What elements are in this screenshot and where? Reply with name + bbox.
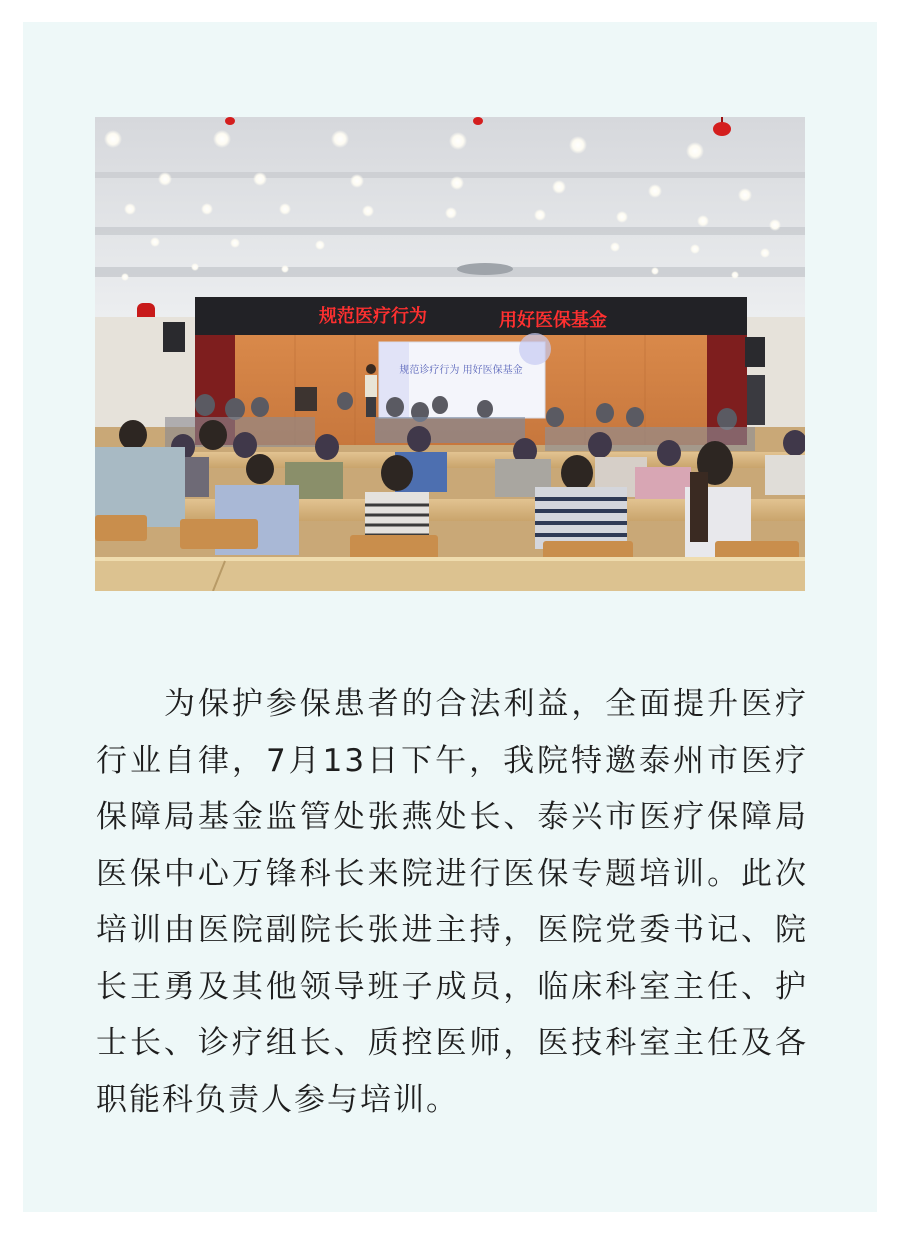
- meeting-photo: [95, 117, 805, 591]
- podium: [295, 387, 317, 411]
- screen-title: 规范诊疗行为 用好医保基金: [399, 365, 523, 376]
- led-banner-left: 规范医疗行为: [319, 306, 427, 327]
- speaker-left: [163, 322, 185, 352]
- speaker-right: [745, 337, 765, 367]
- meeting-photo-illustration: [95, 117, 805, 591]
- led-banner-right: 用好医保基金: [499, 310, 607, 331]
- front-desk: [95, 557, 805, 591]
- content-card: [23, 22, 877, 1212]
- led-banner: [195, 297, 747, 335]
- article-paragraph: 为保护参保患者的合法利益，全面提升医疗行业自律，7月13日下午，我院特邀泰州市医疗保障局基金监管处张燕处长、泰兴市医疗保障局医保中心万锋科长来院进行医保专题培训。此次培训由医院副院长张进主持，医院党委书记、院长王勇及其他领导班子成员，临床科室主任、护士长、诊疗组长、质控医师，医技科室主任及各职能科负责人参与培训。: [96, 686, 808, 1118]
